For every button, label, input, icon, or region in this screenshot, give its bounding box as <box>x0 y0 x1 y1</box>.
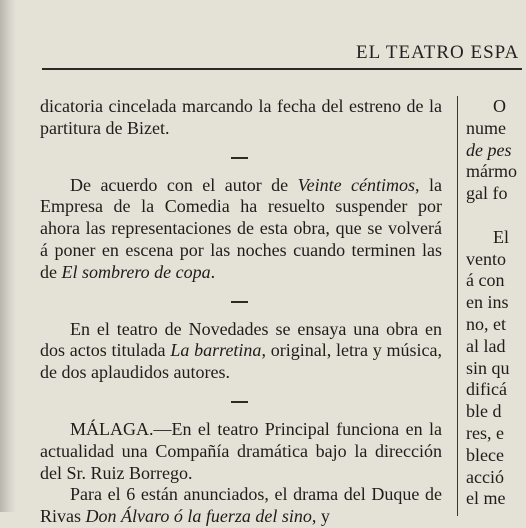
right-line: El <box>493 226 509 247</box>
work-title-veinte-centimos: Veinte céntimos <box>297 174 416 195</box>
right-line: en ins <box>466 292 509 313</box>
right-line: dificá <box>466 379 507 400</box>
work-title-la-barretina: La barretina <box>170 340 262 361</box>
column-divider <box>457 96 458 516</box>
paragraph-comedia: De acuerdo con el autor de Veinte céntimos, la Empresa de la Comedia ha resuelto suspender por ahora las representaciones de esta obra, que se volverá á poner en escena por las noches cuando terminen las de El sombrero de copa. <box>40 174 442 282</box>
right-column <box>466 96 526 510</box>
work-title-don-alvaro: Don Álvaro ó la fuerza del sino <box>85 506 312 527</box>
page-binding-shadow <box>0 0 16 512</box>
right-line: gal fo <box>466 183 508 204</box>
right-line: no, et <box>466 313 506 334</box>
section-dash <box>40 384 442 419</box>
paragraph-novedades: En el teatro de Novedades se ensaya una obra en dos actos titulada La barretina, original, letra y música, de dos aplaudidos autores. <box>40 318 442 383</box>
paragraph-dedication: dicatoria cincelada marcando la fecha del estreno de la partitura de Bizet. <box>40 96 442 138</box>
right-line: vento <box>466 248 506 269</box>
right-line: de pes <box>466 139 512 160</box>
right-line: el me <box>466 488 506 509</box>
right-line: O <box>493 96 506 116</box>
section-dash <box>40 140 442 175</box>
left-column <box>40 96 442 528</box>
section-dash <box>40 284 442 319</box>
paragraph-duque-de-rivas: Para el 6 están anunciados, el drama del Duque de Rivas Don Álvaro ó la fuerza del sino, y <box>40 484 442 527</box>
right-line: res, e <box>466 422 504 443</box>
right-line: mármo <box>466 161 517 182</box>
right-gap <box>466 205 526 227</box>
right-line: ble d <box>466 401 502 422</box>
right-line: nume <box>466 117 506 138</box>
right-line: al lad <box>466 335 506 356</box>
right-line: sin qu <box>466 357 510 378</box>
paragraph-malaga: MÁLAGA.—En el teatro Principal funciona en la actualidad una Compañía dramática bajo la dirección del Sr. Ruiz Borrego. <box>40 418 442 483</box>
running-header: EL TEATRO ESPA <box>356 42 520 63</box>
right-line: blece <box>466 444 504 465</box>
work-title-el-sombrero-de-copa: El sombrero de copa <box>61 261 211 282</box>
right-line: acció <box>466 466 504 487</box>
right-line: á con <box>466 270 505 291</box>
header-rule <box>42 68 522 70</box>
